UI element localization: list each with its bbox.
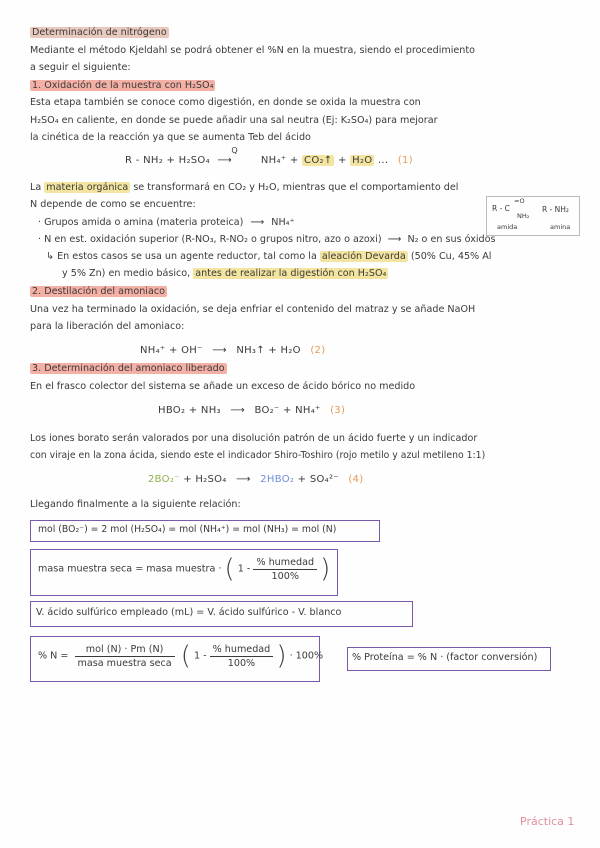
reaction-4-number: (4) <box>348 474 364 485</box>
amide-oxygen: =O <box>514 197 525 205</box>
bullet-basic-medium: y 5% Zn) en medio básico, antes de realizar la digestión con H₂SO₄ <box>62 268 387 279</box>
section1-line-1: Esta etapa también se conoce como digestión, en donde se oxida la muestra con <box>30 97 421 108</box>
reaction-1-right: NH₄⁺ + <box>260 155 299 166</box>
percent-n-fraction: $\frac{\text{mol (N) · Pm (N)}}{\text{masa muestra seca}}$ <box>75 644 175 669</box>
devarda-highlight: aleación Devarda <box>321 251 406 262</box>
reaction-3-number: (3) <box>330 405 346 416</box>
percent-n-formula: % N = $\frac{\text{mol (N) · Pm (N)}}{\text{masa muestra seca}}$ ( 1 - $\frac{\text{\% humedad}}{100\%}$ ) · 100% <box>38 641 324 671</box>
amide-label: amida <box>497 223 518 231</box>
reaction-2-number: (2) <box>310 345 326 356</box>
mol-relation: mol (BO₂⁻) = 2 mol (H₂SO₄) = mol (NH₄⁺) = mol (NH₃) = mol (N) <box>38 524 337 535</box>
organic-matter-highlight: materia orgánica <box>46 182 129 193</box>
intro-line-1: Mediante el método Kjeldahl se podrá obtener el %N en la muestra, siendo el procedimiento <box>30 45 475 56</box>
section2-line-2: para la liberación del amoniaco: <box>30 321 185 332</box>
reaction-1-tail: ... <box>377 155 389 166</box>
arrow-icon: ⟶ <box>387 234 402 245</box>
section1-heading: 1. Oxidación de la muestra con H₂SO₄ <box>32 80 214 91</box>
arrow-icon: ⟶ <box>230 405 245 416</box>
hook-arrow-icon: ↳ <box>46 251 55 262</box>
reaction-4: 2BO₂⁻ + H₂SO₄ ⟶ 2HBO₂ + SO₄²⁻ (4) <box>148 474 364 485</box>
amine-label: amina <box>550 223 571 231</box>
before-digestion-highlight: antes de realizar la digestión con H₂SO₄ <box>195 268 387 279</box>
page-title: Determinación de nitrógeno <box>32 27 167 38</box>
organic-matter-line: La materia orgánica se transformará en CO₂ y H₂O, mientras que el comportamiento del <box>30 182 459 193</box>
protein-relation: % Proteína = % N · (factor conversión) <box>352 652 538 663</box>
volume-relation: V. ácido sulfúrico empleado (mL) = V. ácido sulfúrico - V. blanco <box>36 607 342 618</box>
reaction-1-arrow: Q ⟶ <box>217 146 239 166</box>
dry-mass-formula: masa muestra seca = masa muestra · ( 1 - $\frac{\text{\% humedad}}{100\%}$ ) <box>38 554 331 584</box>
footer-label: Práctica 1 <box>520 815 575 828</box>
arrow-icon: ⟶ <box>250 217 265 228</box>
section2-line-1: Una vez ha terminado la oxidación, se deja enfriar el contenido del matraz y se añade NaOH <box>30 304 476 315</box>
arrow-icon: ⟶ <box>236 474 251 485</box>
amide-nitrogen: NH₂ <box>517 212 530 220</box>
arrow-icon: ⟶ <box>212 345 227 356</box>
section3-line-2: Los iones borato serán valorados por una disolución patrón de un ácido fuerte y un indicador <box>30 433 478 444</box>
bullet-reductor: ↳ En estos casos se usa un agente reductor, tal como la aleación Devarda (50% Cu, 45% Al <box>46 251 492 262</box>
humidity-fraction: $\frac{\text{\% humedad}}{100\%}$ <box>253 557 317 582</box>
reaction-2: NH₄⁺ + OH⁻ ⟶ NH₃↑ + H₂O (2) <box>140 345 326 356</box>
bullet-oxidized-n: · N en est. oxidación superior (R-NO₃, R-NO₂ o grupos nitro, azo o azoxi) ⟶ N₂ o en sus óxidos <box>38 234 496 245</box>
reaction-1-left: R - NH₂ + H₂SO₄ <box>125 155 210 166</box>
section3-heading: 3. Determinación del amoniaco liberado <box>32 363 225 374</box>
final-intro: Llegando finalmente a la siguiente relación: <box>30 499 241 510</box>
section3-line: En el frasco colector del sistema se añade un exceso de ácido bórico no medido <box>30 381 416 392</box>
bullet-amide-amine: · Grupos amida o amina (materia proteica) ⟶ NH₄⁺ <box>38 217 295 228</box>
section1-line-3: la cinética de la reacción ya que se aumenta Teb del ácido <box>30 132 311 143</box>
reaction-1 <box>125 146 413 166</box>
amide-formula: R - C <box>492 204 510 213</box>
section2-heading: 2. Destilación del amoniaco <box>32 286 165 297</box>
humidity-fraction-2: $\frac{\text{\% humedad}}{100\%}$ <box>210 644 274 669</box>
reaction-1-h2o: H₂O <box>352 155 373 166</box>
intro-line-2: a seguir el siguiente: <box>30 62 131 73</box>
section3-line-3: con viraje en la zona ácida, siendo este el indicador Shiro-Toshiro (rojo metilo y azul metileno 1:1) <box>30 450 486 461</box>
reaction-1-co2: CO₂↑ <box>304 155 333 166</box>
reaction-3: HBO₂ + NH₃ ⟶ BO₂⁻ + NH₄⁺ (3) <box>158 405 346 416</box>
amine-formula: R - NH₂ <box>542 205 569 214</box>
depends-line: N depende de como se encuentre: <box>30 199 196 210</box>
reaction-1-number: (1) <box>397 155 413 166</box>
reaction-1-arrow-label: Q <box>231 146 239 155</box>
section1-line-2: H₂SO₄ en caliente, en donde se puede añadir una sal neutra (Ej: K₂SO₄) para mejorar <box>30 115 438 126</box>
reaction-1-plus: + <box>337 155 347 166</box>
amide-amine-diagram <box>486 196 580 236</box>
